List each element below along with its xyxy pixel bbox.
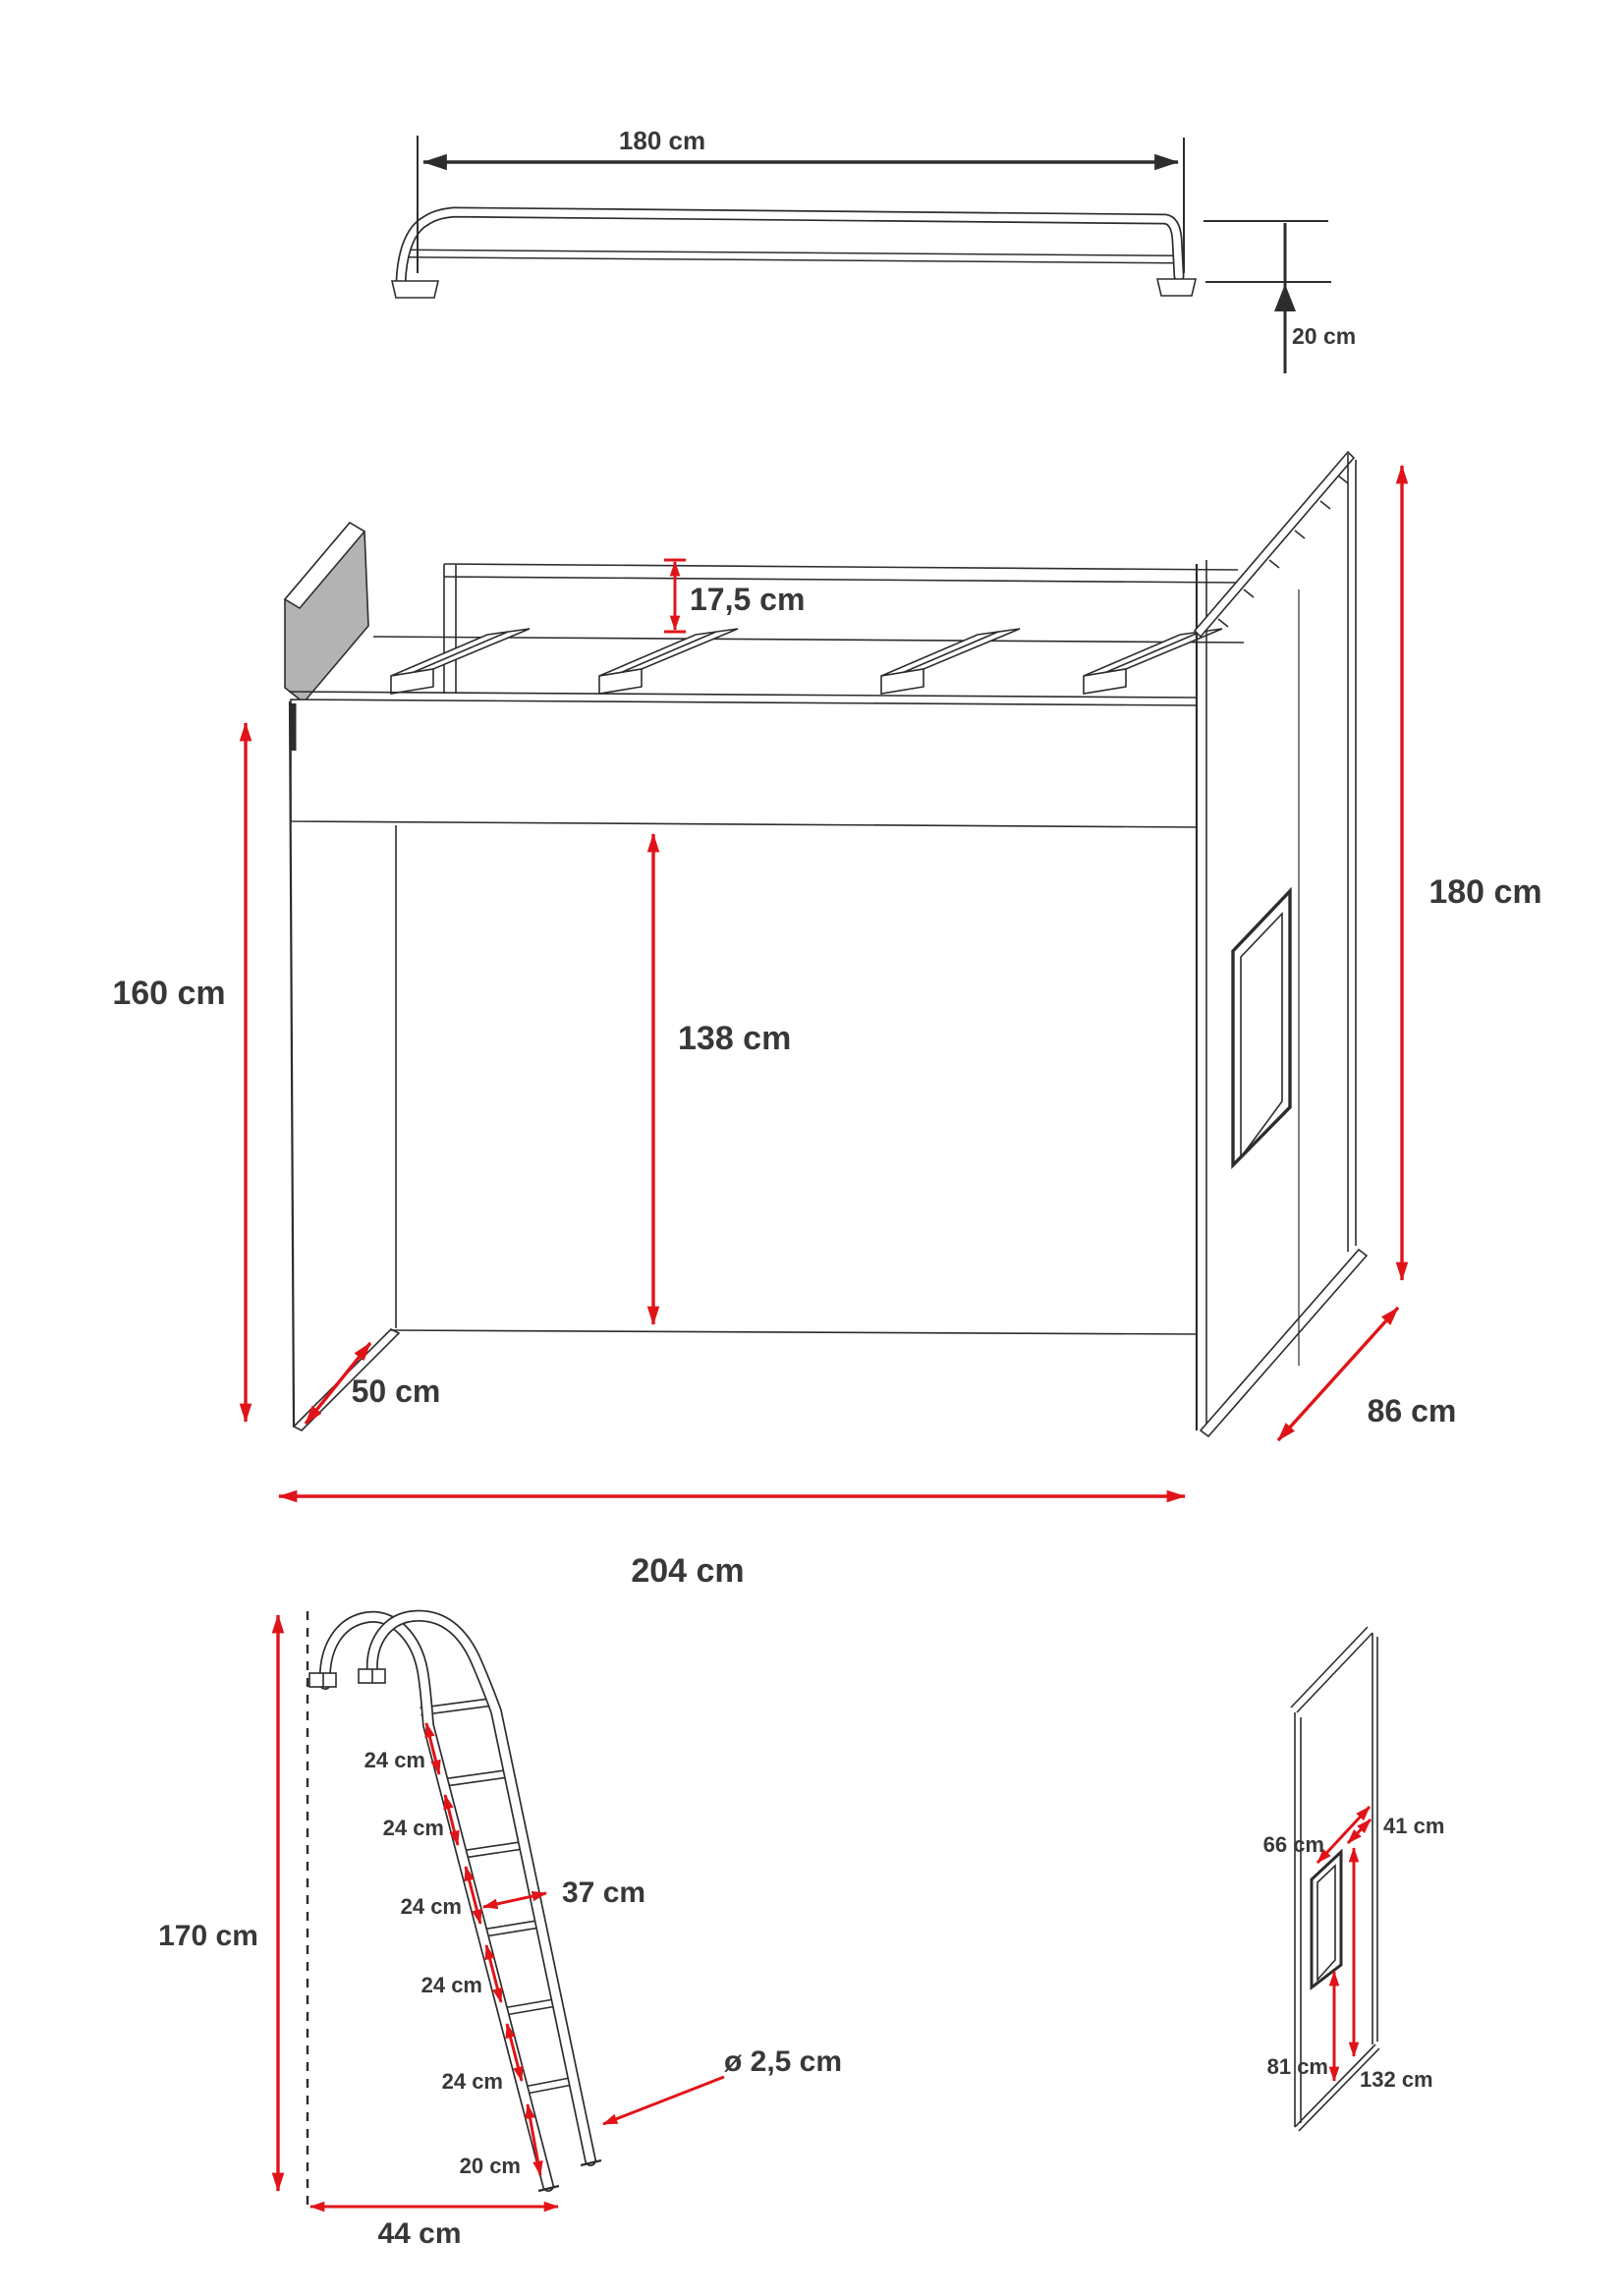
right-side-panel xyxy=(1195,452,1367,1436)
dim-ladder-width xyxy=(483,1876,645,1909)
base-offset-label: 44 cm xyxy=(377,2217,462,2250)
dim-side-height xyxy=(112,723,246,1422)
total-length-label: 204 cm xyxy=(631,1552,745,1590)
mattress-slats xyxy=(391,629,1222,694)
dim-ladder-height xyxy=(158,1615,278,2191)
rung-gap-label: 24 cm xyxy=(420,1973,482,1997)
side-depth-label: 50 cm xyxy=(351,1373,441,1409)
slat xyxy=(391,629,530,694)
rail-length-label: 180 cm xyxy=(618,126,706,155)
panel-window xyxy=(1233,891,1290,1165)
rail-side-view xyxy=(392,126,1356,373)
side-panel-detail-view xyxy=(1263,1627,1445,2131)
bed-perspective-view xyxy=(112,452,1541,1590)
rail-height-label: 20 cm xyxy=(1292,323,1357,349)
clearance-height-label: 138 cm xyxy=(678,1020,792,1057)
dim-panel-depth xyxy=(1278,1308,1456,1440)
window-top-label: 132 cm xyxy=(1360,2067,1433,2092)
dim-window-width xyxy=(1348,1814,1444,1843)
dim-guard-rail-height xyxy=(664,560,805,632)
side-height-label: 160 cm xyxy=(112,975,226,1012)
headboard-panel xyxy=(285,523,368,702)
window-bottom-label: 81 cm xyxy=(1266,2054,1328,2079)
hook-pad xyxy=(359,1669,385,1683)
panel-window-detail xyxy=(1312,1852,1341,1988)
edge-offset-label: 66 cm xyxy=(1262,1832,1324,1857)
ladder-view xyxy=(158,1611,842,2250)
dim-total-length xyxy=(279,1496,1185,1590)
dim-tube-diameter xyxy=(603,2045,842,2124)
ladder-width-label: 37 cm xyxy=(562,1876,646,1909)
panel-depth-label: 86 cm xyxy=(1367,1393,1457,1428)
rail-right-foot xyxy=(1157,279,1196,296)
guard-rail-height-label: 17,5 cm xyxy=(690,582,806,617)
dim-total-height xyxy=(1402,466,1542,1280)
window-width-label: 41 cm xyxy=(1383,1814,1445,1838)
ladder-height-label: 170 cm xyxy=(158,1920,258,1952)
bed-platform xyxy=(289,692,1197,827)
slat xyxy=(881,629,1020,694)
slat xyxy=(1084,629,1222,694)
rail-drawing xyxy=(392,212,1196,298)
rung-gap-label: 24 cm xyxy=(400,1894,462,1919)
dim-base-offset xyxy=(310,2207,558,2250)
total-height-label: 180 cm xyxy=(1428,873,1542,911)
hook-pad xyxy=(309,1673,336,1687)
rail-left-foot xyxy=(392,281,438,298)
tube-diameter-label: ø 2,5 cm xyxy=(723,2045,843,2078)
rung-gap-label: 24 cm xyxy=(382,1816,444,1840)
rung-gap-label: 24 cm xyxy=(441,2069,503,2094)
rung-gap-label: 24 cm xyxy=(364,1748,425,1772)
dim-rail-height xyxy=(1204,221,1356,373)
bottom-gap-label: 20 cm xyxy=(459,2154,521,2178)
dim-clearance-height xyxy=(653,834,791,1324)
